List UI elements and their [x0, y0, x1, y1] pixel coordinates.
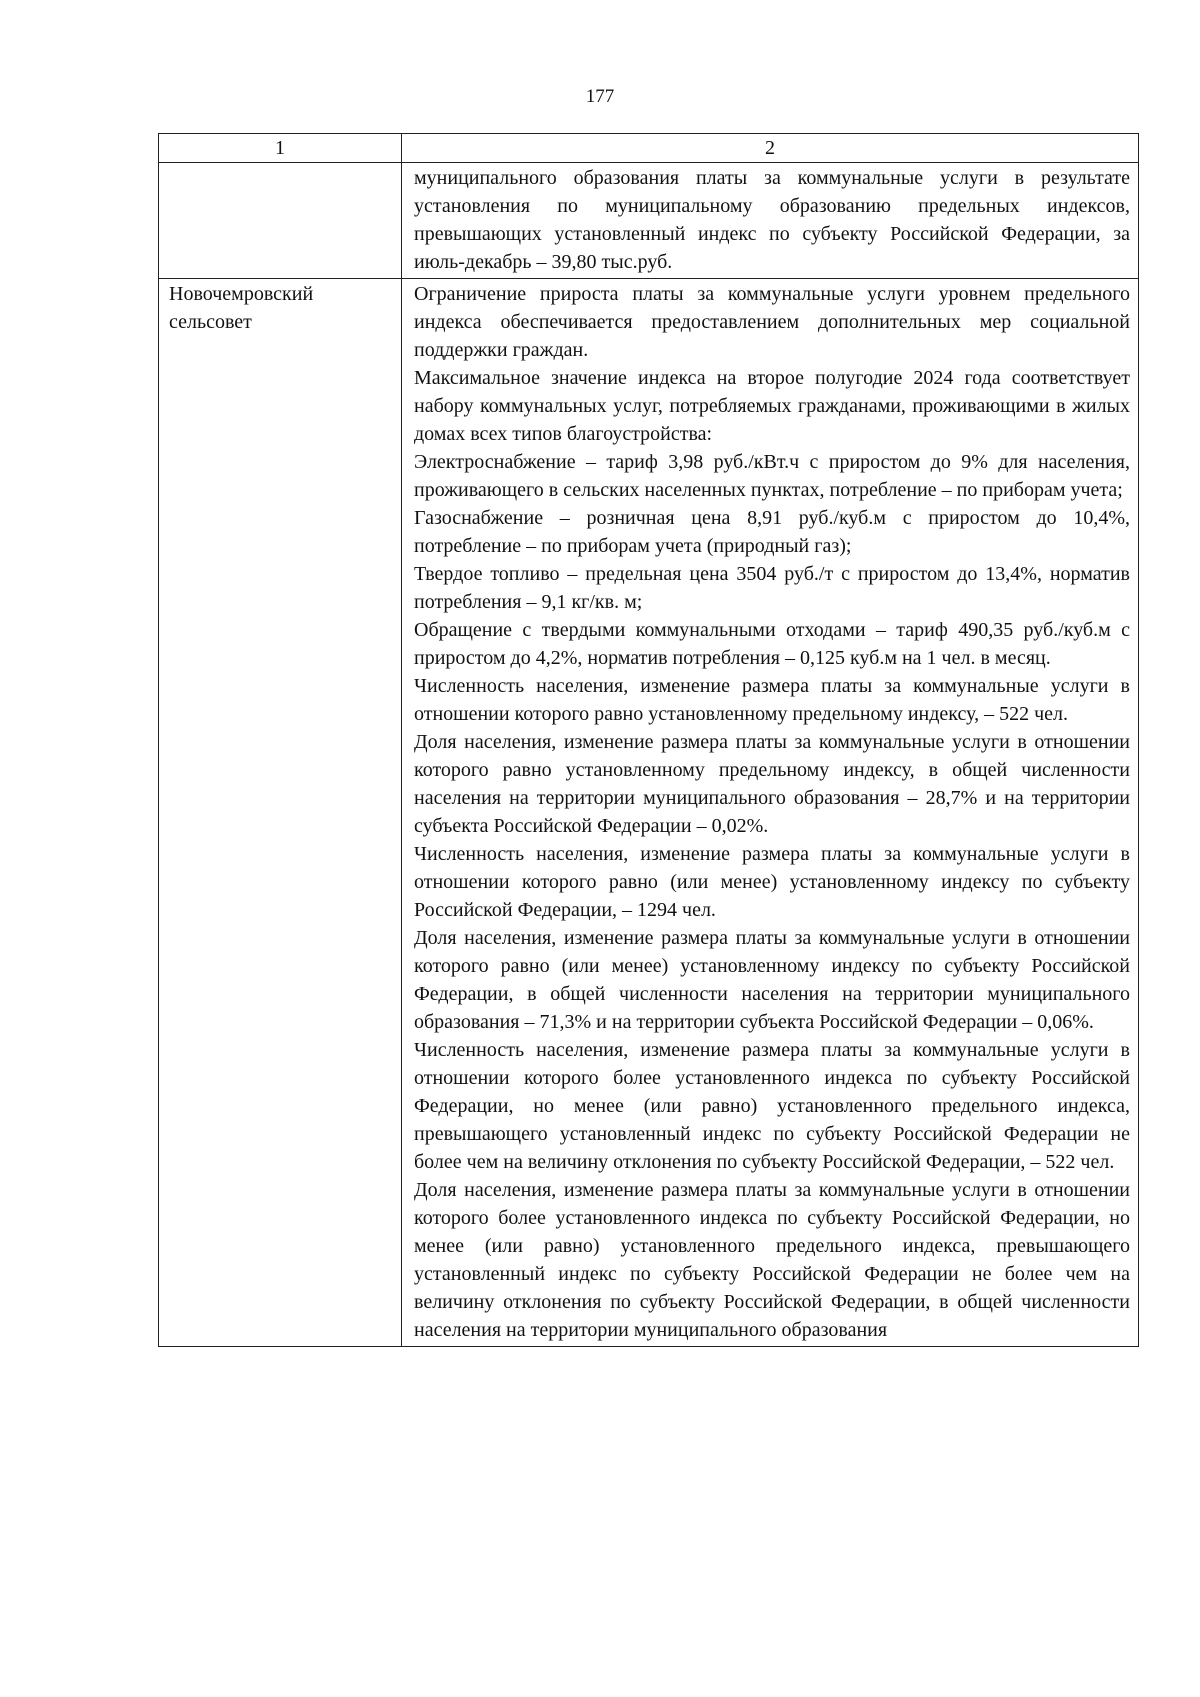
- paragraph: Твердое топливо – предельная цена 3504 руб./т с приростом до 13,4%, норматив потребления – 9,1 кг/кв. м;: [414, 563, 1130, 613]
- region-cell: [159, 163, 402, 279]
- column-header-2: 2: [402, 134, 1139, 163]
- paragraph: Газоснабжение – розничная цена 8,91 руб./куб.м с приростом до 10,4%, потребление – по приборам учета (природный газ);: [414, 507, 1130, 557]
- paragraph: Ограничение прироста платы за коммунальные услуги уровнем предельного индекса обеспечивается предоставлением дополнительных мер социальной поддержки граждан.: [414, 283, 1130, 361]
- table-row: [159, 163, 1139, 279]
- page-number: 177: [585, 86, 615, 107]
- region-cell: Новочемровский сельсовет: [159, 279, 402, 1347]
- paragraph: Максимальное значение индекса на второе полугодие 2024 года соответствует набору коммунальных услуг, потребляемых гражданами, проживающими в жилых домах всех типов благоустройства:: [414, 367, 1130, 445]
- table-row: [159, 279, 1139, 1347]
- paragraph: муниципального образования платы за коммунальные услуги в результате установления по муниципальному образованию предельных индексов, превышающих установленный индекс по субъекту Российской Федерации, за июль-декабрь – 39,80 тыс.руб.: [414, 167, 1130, 273]
- paragraph: Доля населения, изменение размера платы за коммунальные услуги в отношении которого более установленного индекса по субъекту Российской Федерации, но менее (или равно) установленного предельного индекса, превышающего установленный индекс по субъекту Российской Федерации не более чем на величину отклонения по субъекту Российской Федерации, в общей численности населения на территории муниципального образования: [414, 1179, 1130, 1341]
- paragraph: Численность населения, изменение размера платы за коммунальные услуги в отношении которого более установленного индекса по субъекту Российской Федерации, но менее (или равно) установленного предельного индекса, превышающего установленный индекс по субъекту Российской Федерации не более чем на величину отклонения по субъекту Российской Федерации, – 522 чел.: [414, 1039, 1130, 1173]
- table-header-row: [159, 134, 1139, 163]
- paragraph: Численность населения, изменение размера платы за коммунальные услуги в отношении которого равно (или менее) установленному индексу по субъекту Российской Федерации, – 1294 чел.: [414, 843, 1130, 921]
- paragraph: Доля населения, изменение размера платы за коммунальные услуги в отношении которого равно (или менее) установленному индексу по субъекту Российской Федерации, в общей численности населения на территории муниципального образования – 71,3% и на территории субъекта Российской Федерации – 0,06%.: [414, 927, 1130, 1033]
- paragraph: Обращение с твердыми коммунальными отходами – тариф 490,35 руб./куб.м с приростом до 4,2%, норматив потребления – 0,125 куб.м на 1 чел. в месяц.: [414, 619, 1130, 669]
- document-table: [158, 133, 1139, 1347]
- description-cell: [402, 163, 1139, 279]
- column-header-1: 1: [159, 134, 402, 163]
- description-cell: [402, 279, 1139, 1347]
- paragraph: Электроснабжение – тариф 3,98 руб./кВт.ч с приростом до 9% для населения, проживающего в сельских населенных пунктах, потребление – по приборам учета;: [414, 451, 1130, 501]
- paragraph: Численность населения, изменение размера платы за коммунальные услуги в отношении которого равно установленному предельному индексу, – 522 чел.: [414, 675, 1130, 725]
- paragraph: Доля населения, изменение размера платы за коммунальные услуги в отношении которого равно установленному предельному индексу, в общей численности населения на территории муниципального образования – 28,7% и на территории субъекта Российской Федерации – 0,02%.: [414, 731, 1130, 837]
